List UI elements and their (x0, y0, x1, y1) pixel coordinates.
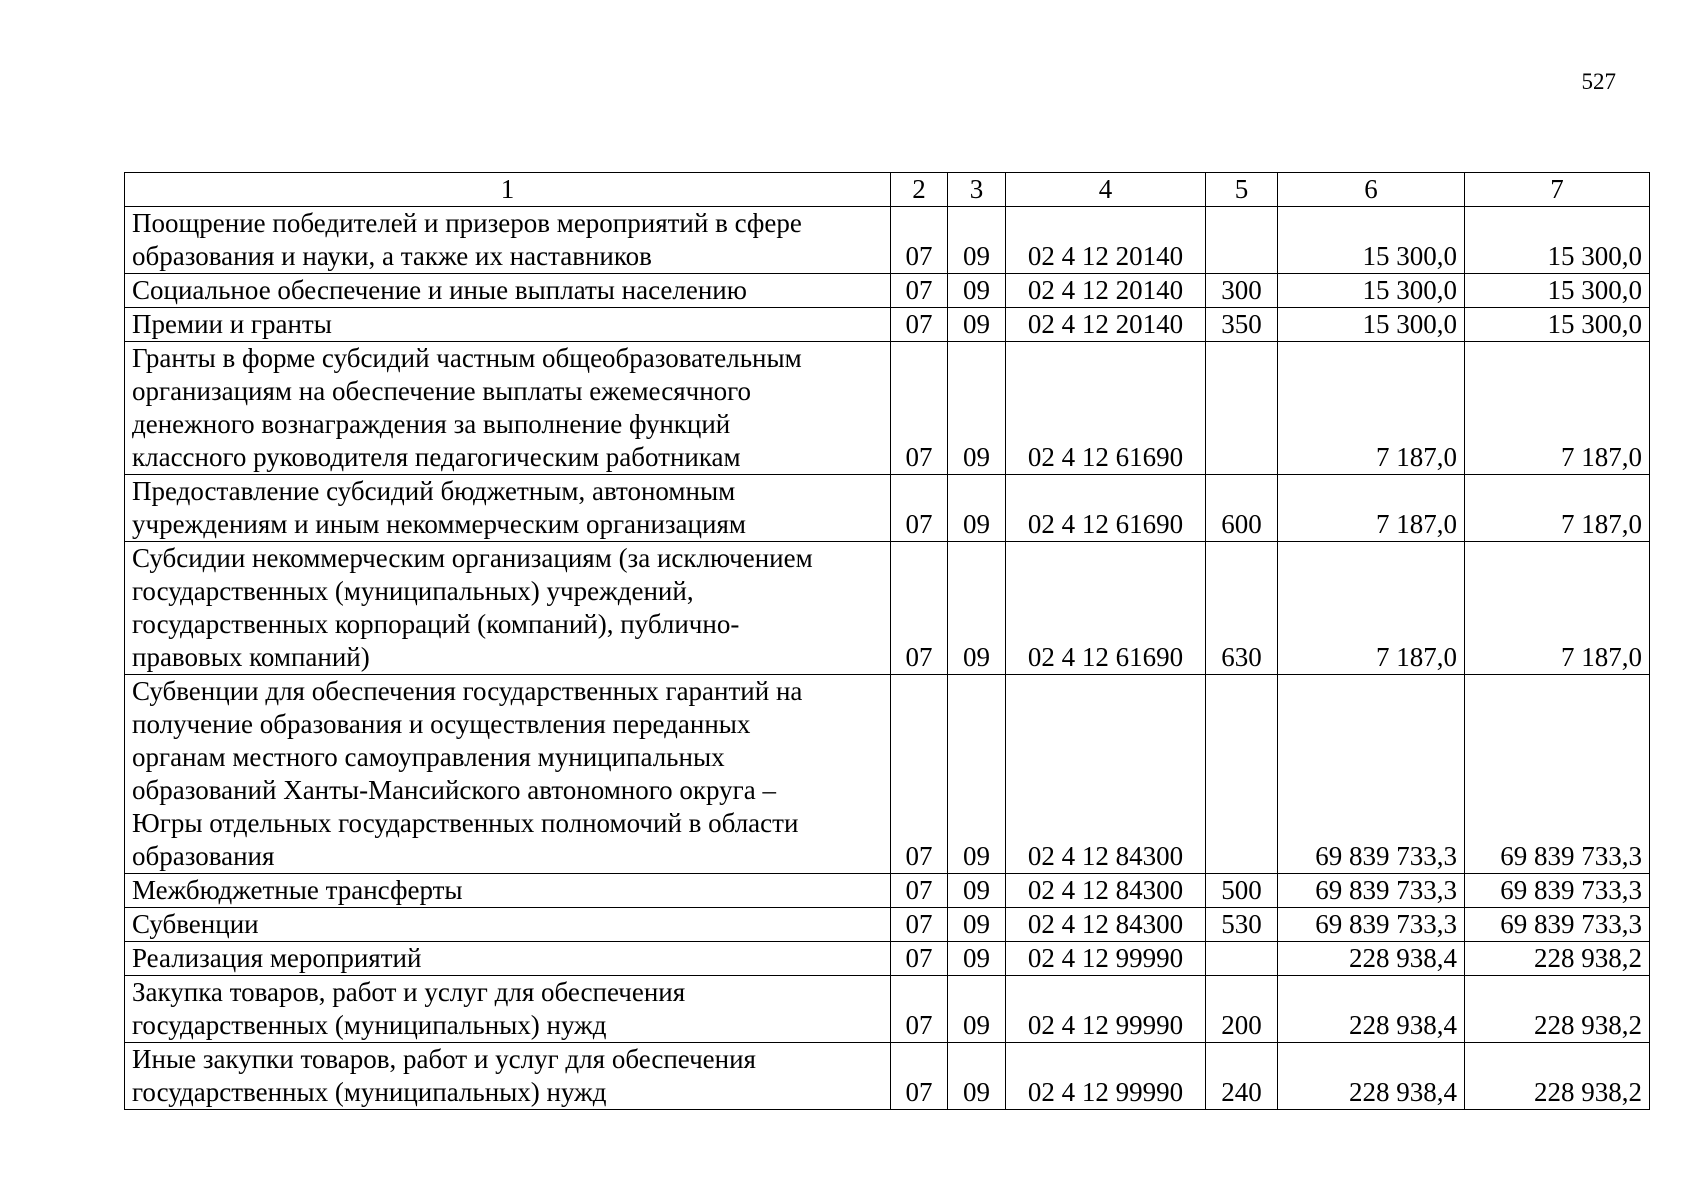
table-row (125, 207, 1650, 274)
subsection-code: 09 (948, 207, 1006, 274)
table-body (125, 173, 1650, 1110)
section-code: 07 (891, 874, 948, 908)
row-description (125, 976, 891, 1043)
subsection-code: 09 (948, 342, 1006, 475)
table-row (125, 342, 1650, 475)
row-description (125, 1043, 891, 1110)
row-description (125, 342, 891, 475)
table-row (125, 874, 1650, 908)
description-line: Закупка товаров, работ и услуг для обеспечения (132, 977, 686, 1007)
table-row (125, 475, 1650, 542)
description-line: Субвенции (132, 909, 259, 939)
amount-year-2: 69 839 733,3 (1465, 908, 1650, 942)
amount-year-1: 228 938,4 (1278, 1043, 1465, 1110)
table-row (125, 274, 1650, 308)
description-line: государственных (муниципальных) нужд (132, 1010, 607, 1040)
column-header: 7 (1465, 173, 1650, 207)
description-line: Поощрение победителей и призеров мероприятий в сфере (132, 208, 802, 238)
amount-year-1: 69 839 733,3 (1278, 908, 1465, 942)
amount-year-1: 69 839 733,3 (1278, 874, 1465, 908)
section-code: 07 (891, 976, 948, 1043)
expense-type-code (1206, 942, 1278, 976)
table-row (125, 542, 1650, 675)
column-header: 6 (1278, 173, 1465, 207)
expense-type-code: 300 (1206, 274, 1278, 308)
section-code: 07 (891, 675, 948, 874)
amount-year-2: 15 300,0 (1465, 308, 1650, 342)
table-row (125, 908, 1650, 942)
column-header: 5 (1206, 173, 1278, 207)
amount-year-2: 228 938,2 (1465, 942, 1650, 976)
amount-year-2: 7 187,0 (1465, 342, 1650, 475)
description-line: Реализация мероприятий (132, 943, 422, 973)
subsection-code: 09 (948, 274, 1006, 308)
row-description (125, 908, 891, 942)
subsection-code: 09 (948, 475, 1006, 542)
description-line: Социальное обеспечение и иные выплаты населению (132, 275, 747, 305)
description-line: получение образования и осуществления переданных (132, 709, 751, 739)
amount-year-2: 15 300,0 (1465, 207, 1650, 274)
description-line: правовых компаний) (132, 642, 370, 672)
expense-type-code (1206, 342, 1278, 475)
section-code: 07 (891, 342, 948, 475)
target-article-code: 02 4 12 20140 (1006, 308, 1206, 342)
section-code: 07 (891, 475, 948, 542)
column-header: 4 (1006, 173, 1206, 207)
description-line: образования (132, 841, 275, 871)
description-line: Иные закупки товаров, работ и услуг для обеспечения (132, 1044, 756, 1074)
amount-year-1: 7 187,0 (1278, 475, 1465, 542)
amount-year-2: 69 839 733,3 (1465, 675, 1650, 874)
description-line: образования и науки, а также их наставников (132, 241, 652, 271)
row-description (125, 475, 891, 542)
table-row (125, 1043, 1650, 1110)
target-article-code: 02 4 12 20140 (1006, 207, 1206, 274)
column-header: 3 (948, 173, 1006, 207)
target-article-code: 02 4 12 84300 (1006, 675, 1206, 874)
amount-year-1: 15 300,0 (1278, 308, 1465, 342)
description-line: Предоставление субсидий бюджетным, автономным (132, 476, 736, 506)
target-article-code: 02 4 12 99990 (1006, 976, 1206, 1043)
amount-year-1: 15 300,0 (1278, 207, 1465, 274)
expense-type-code (1206, 675, 1278, 874)
expense-type-code: 350 (1206, 308, 1278, 342)
target-article-code: 02 4 12 99990 (1006, 1043, 1206, 1110)
amount-year-1: 228 938,4 (1278, 942, 1465, 976)
amount-year-2: 228 938,2 (1465, 976, 1650, 1043)
section-code: 07 (891, 274, 948, 308)
target-article-code: 02 4 12 84300 (1006, 908, 1206, 942)
expense-type-code: 630 (1206, 542, 1278, 675)
description-line: государственных (муниципальных) учреждений, (132, 576, 694, 606)
expense-type-code: 240 (1206, 1043, 1278, 1110)
description-line: Межбюджетные трансферты (132, 875, 463, 905)
description-line: государственных корпораций (компаний), публично- (132, 609, 740, 639)
amount-year-1: 15 300,0 (1278, 274, 1465, 308)
row-description (125, 207, 891, 274)
description-line: денежного вознаграждения за выполнение функций (132, 409, 731, 439)
target-article-code: 02 4 12 99990 (1006, 942, 1206, 976)
table-row (125, 308, 1650, 342)
description-line: Премии и гранты (132, 309, 332, 339)
amount-year-1: 69 839 733,3 (1278, 675, 1465, 874)
description-line: учреждениям и иным некоммерческим организациям (132, 509, 746, 539)
row-description (125, 874, 891, 908)
table-row (125, 976, 1650, 1043)
subsection-code: 09 (948, 675, 1006, 874)
amount-year-1: 228 938,4 (1278, 976, 1465, 1043)
section-code: 07 (891, 942, 948, 976)
amount-year-2: 7 187,0 (1465, 542, 1650, 675)
expense-type-code: 600 (1206, 475, 1278, 542)
target-article-code: 02 4 12 61690 (1006, 342, 1206, 475)
description-line: органам местного самоуправления муниципальных (132, 742, 725, 772)
amount-year-1: 7 187,0 (1278, 342, 1465, 475)
subsection-code: 09 (948, 308, 1006, 342)
subsection-code: 09 (948, 942, 1006, 976)
section-code: 07 (891, 908, 948, 942)
amount-year-1: 7 187,0 (1278, 542, 1465, 675)
row-description (125, 675, 891, 874)
table-row (125, 675, 1650, 874)
header-row (125, 173, 1650, 207)
expense-type-code: 530 (1206, 908, 1278, 942)
target-article-code: 02 4 12 20140 (1006, 274, 1206, 308)
row-description (125, 942, 891, 976)
amount-year-2: 228 938,2 (1465, 1043, 1650, 1110)
amount-year-2: 69 839 733,3 (1465, 874, 1650, 908)
description-line: Югры отдельных государственных полномочий в области (132, 808, 799, 838)
description-line: образований Ханты-Мансийского автономного округа – (132, 775, 776, 805)
section-code: 07 (891, 207, 948, 274)
description-line: Гранты в форме субсидий частным общеобразовательным (132, 343, 802, 373)
row-description (125, 308, 891, 342)
table-row (125, 942, 1650, 976)
column-header: 2 (891, 173, 948, 207)
row-description (125, 542, 891, 675)
subsection-code: 09 (948, 874, 1006, 908)
expense-type-code: 200 (1206, 976, 1278, 1043)
page-number: 527 (1581, 69, 1616, 94)
subsection-code: 09 (948, 542, 1006, 675)
subsection-code: 09 (948, 908, 1006, 942)
description-line: организациям на обеспечение выплаты ежемесячного (132, 376, 752, 406)
description-line: Субсидии некоммерческим организациям (за исключением (132, 543, 813, 573)
expense-type-code (1206, 207, 1278, 274)
description-line: государственных (муниципальных) нужд (132, 1077, 607, 1107)
target-article-code: 02 4 12 84300 (1006, 874, 1206, 908)
description-line: Субвенции для обеспечения государственных гарантий на (132, 676, 803, 706)
amount-year-2: 7 187,0 (1465, 475, 1650, 542)
target-article-code: 02 4 12 61690 (1006, 542, 1206, 675)
budget-table (124, 172, 1650, 1110)
section-code: 07 (891, 542, 948, 675)
expense-type-code: 500 (1206, 874, 1278, 908)
section-code: 07 (891, 1043, 948, 1110)
target-article-code: 02 4 12 61690 (1006, 475, 1206, 542)
subsection-code: 09 (948, 976, 1006, 1043)
subsection-code: 09 (948, 1043, 1006, 1110)
row-description (125, 274, 891, 308)
amount-year-2: 15 300,0 (1465, 274, 1650, 308)
section-code: 07 (891, 308, 948, 342)
column-header: 1 (125, 173, 891, 207)
description-line: классного руководителя педагогическим работникам (132, 442, 741, 472)
